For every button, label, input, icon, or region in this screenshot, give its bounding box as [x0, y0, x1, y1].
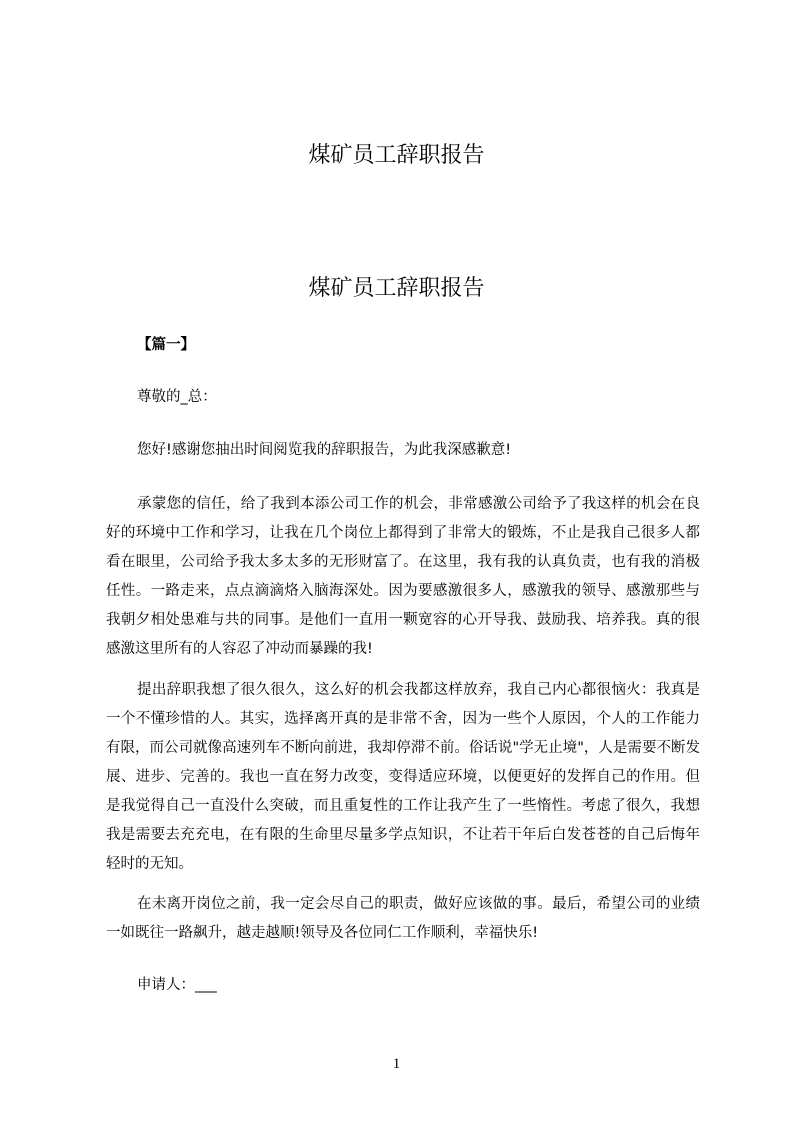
section-label: 【篇一】	[137, 337, 195, 353]
page-number: 1	[392, 1056, 401, 1072]
body-paragraph: 在未离开岗位之前，我一定会尽自己的职责，做好应该做的事。最后，希望公司的业绩一如既往一路飙升，越走越顺!领导及各位同仁工作顺利，幸福快乐!	[106, 896, 700, 941]
document-title: 煤矿员工辞职报告	[308, 143, 485, 168]
salutation: 尊敬的_总：	[137, 389, 217, 405]
body-paragraph: 承蒙您的信任，给了我到本添公司工作的机会，非常感激公司给予了我这样的机会在良好的环境中工作和学习，让我在几个岗位上都得到了非常大的锻炼，不止是我自己很多人都看在眼里，公司给予我太多太多的无形财富了。在这里，我有我的认真负责，也有我的消极任性。一路走来，点点滴滴烙入脑海深处。因为要感激很多人，感激我的领导、感激那些与我朝夕相处患难与共的同事。是他们一直用一颗宽容的心开导我、鼓励我、培养我。真的很感激这里所有的人容忍了冲动而暴躁的我!	[106, 496, 700, 657]
signature-line: 申请人：___	[137, 977, 217, 993]
greeting: 您好!感谢您抽出时间阅览我的辞职报告，为此我深感歉意!	[137, 442, 512, 458]
document-subtitle: 煤矿员工辞职报告	[308, 276, 485, 301]
body-paragraph: 提出辞职我想了很久很久，这么好的机会我都这样放弃，我自己内心都很恼火：我真是一个不懂珍惜的人。其实，选择离开真的是非常不舍，因为一些个人原因，个人的工作能力有限，而公司就像高速列车不断向前进，我却停滞不前。俗话说"学无止境"，人是需要不断发展、进步、完善的。我也一直在努力改变，变得适应环境，以便更好的发挥自己的作用。但是我觉得自己一直没什么突破，而且重复性的工作让我产生了一些惰性。考虑了很久，我想我是需要去充充电，在有限的生命里尽量多学点知识，不让若干年后白发苍苍的自己后悔年轻时的无知。	[106, 682, 700, 872]
